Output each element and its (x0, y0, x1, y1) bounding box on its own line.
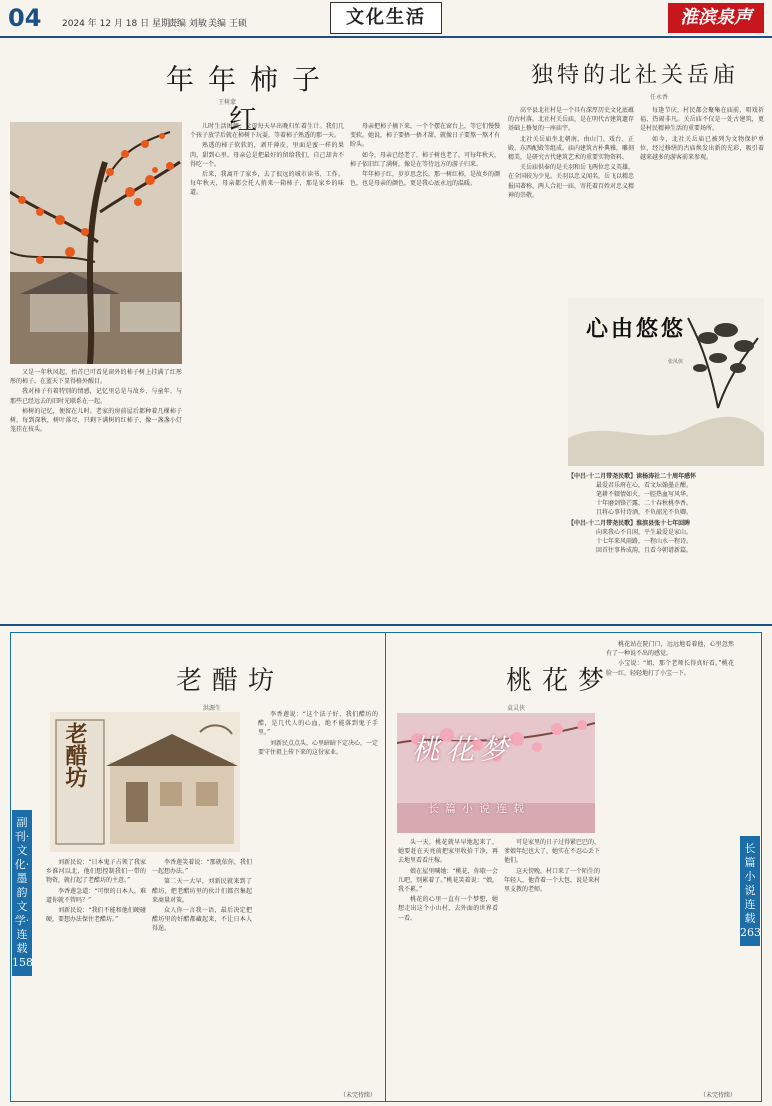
peach-blossom-subtitle: 长篇小说连载 (428, 802, 530, 815)
poem-line: 十年磨剑锋芒露，二十春秋桃李香。 (596, 500, 693, 507)
article3-author: 洪源生 (203, 705, 222, 712)
article1-column-3 (350, 122, 500, 618)
article1-column-1 (10, 368, 182, 618)
article4-paragraph: 桃花的心里一直有一个梦想，她想走出这个小山村，去外面的世界看一看。 (398, 896, 498, 922)
persimmon-photo (10, 122, 182, 364)
poem-line: 向来我心不自闲，平生最爱是家山。 (596, 529, 693, 536)
article4-author: 袁灵侠 (507, 705, 526, 712)
article4-paragraph: 娘在屋里喊她：“桃花，你歇一会儿吧，别累着了。”桃花笑着说：“娘，我不累。” (398, 867, 498, 894)
article4-end-mark: （未完待续） (700, 1092, 737, 1099)
article2-title: 独特的北社关岳庙 (530, 63, 739, 88)
vinegar-shop-calligraphy: 老醋坊 (62, 722, 88, 788)
article2-paragraph: 每逢节庆，村民都会聚集在庙前，唱戏祈福，热闹非凡。关岳庙不仅是一处古建筑，更是村民精神生活的重要场所。 (640, 107, 764, 133)
article4-paragraph: 小宝说：“姐，那个老师长得真好看。”桃花脸一红，轻轻地打了小宝一下。 (606, 660, 734, 677)
designer-credit: 美编 王硕 (208, 19, 247, 29)
editor-credit: 责编 刘敏 (168, 19, 207, 29)
issue-date: 2024 年 12 月 18 日 星期三 (62, 19, 179, 29)
poem-line: 笔耕不辍情如火，一腔热血写风华。 (596, 491, 693, 498)
poem-title: 【中吕·十二月带尧民歌】淮滨县张十七年回眸 (568, 520, 691, 527)
article4-column-2 (504, 838, 600, 1094)
article1-paragraph: 后来，我离开了家乡，去了很远的城市读书、工作。每年秋天，母亲都会托人捎来一箱柿子，那是家乡的味道。 (190, 171, 344, 197)
article3-paragraph: 刘新民点点头，心里暗暗下定决心，一定要守住祖上传下来的这份家业。 (258, 739, 378, 756)
poem-line: 十七年来风雨路，一程山水一程诗。 (596, 538, 693, 545)
section-divider (0, 624, 772, 626)
poem-line: 且将心事付诗酒，不负韶光不负卿。 (596, 509, 693, 516)
right-side-tab: 长篇小说连载263 (740, 836, 760, 946)
article2-author: 任永香 (650, 94, 669, 101)
article2-column-2 (640, 106, 764, 292)
poem-block (568, 470, 764, 555)
article3-paragraph: 李香莲急道：“可恨的日本人，难道你就不管吗？” (46, 887, 146, 904)
article1-paragraph: 我对柿子有着特别的情感，记忆里总是与故乡、与童年、与那些已经远去的旧时光联系在一起。 (10, 388, 182, 405)
poem-line: 最爱君乐府在心，看文坛翰墨正酣。 (596, 482, 693, 489)
article2-paragraph: 高平县北社村是一个具有深厚历史文化底蕴的古村落。北社村关岳庙，是在明代古建筑遗存基础上修复的一座庙宇。 (508, 107, 634, 133)
calligraphy-title: 心由悠悠 (586, 316, 687, 342)
article2-paragraph: 关岳庙供奉的是关羽和岳飞两位忠义英雄，在全国较为少见。关羽以忠义闻名，岳飞以精忠报国著称，两人合祀一庙，寄托着百姓对忠义精神的崇敬。 (508, 164, 634, 199)
persimmon-tree-image (10, 122, 182, 364)
article1-paragraph: 又是一年秋风起，抬首已可看见窗外的柿子树上挂满了红彤彤的柿子，在蓝天下显得格外醒目。 (10, 369, 182, 386)
article3-paragraph: 刘新民说：“日本鬼子占领了我家乡淮河以北，他们想控制我们一带的物资，就打起了老醋坊的主意。” (46, 859, 146, 885)
newspaper-masthead: 淮滨泉声 (668, 3, 764, 33)
left-side-tab: 副刊·文化·墨韵文学·连载158 (12, 810, 32, 976)
article3-title: 老醋坊 (175, 666, 284, 696)
article4-paragraph: 头一天，桃花就早早地起来了，她要赶在天亮前把家里收拾干净，再去地里看看庄稼。 (398, 839, 498, 865)
article1-author: 王树蒙 (218, 99, 237, 106)
page-number: 04 (8, 4, 42, 32)
article3-paragraph: 第二天一大早，刘新民就来到了醋坊，把老醋坊里的伙计们都召集起来商量对策。 (152, 878, 252, 904)
article1-column-2 (190, 122, 344, 618)
article1-paragraph: 熟透的柿子软软的，剥开薄皮，里面是蜜一样的果肉，甜到心里。母亲总是把最好的留给我们，自己却舍不得吃一个。 (190, 142, 344, 168)
article2-paragraph: 北社关岳庙坐北朝南，由山门、戏台、正殿、东西配殿等组成。庙内建筑古朴典雅，雕刻精美，是研究古代建筑艺术的重要实物资料。 (508, 135, 634, 162)
article3-paragraph: 众人你一言我一语，最后决定把醋坊里的好醋都藏起来，不让日本人得逞。 (152, 907, 252, 933)
article1-title: 年年柿子红 (165, 63, 334, 136)
article2-paragraph: 如今，北社关岳庙已被列为文物保护单位，经过修缮的古庙焕发出新的光彩，吸引着越来越多的游客前来参观。 (640, 135, 764, 162)
poem-title: 【中吕·十二月带尧民歌】读杨涛社二十周年感怀 (568, 473, 697, 480)
article3-column-1 (46, 858, 146, 1094)
calligraphy-caption: 张凤侠 (668, 359, 684, 365)
article1-paragraph: 母亲把柿子摘下来，一个个摆在窗台上，等它们慢慢变软。她说，柿子要捂一捂才甜，就像日子要熬一熬才有盼头。 (350, 123, 500, 149)
article4-paragraph: 桃花站在院门口，远远地看着他，心里忽然有了一种说不出的感觉。 (606, 641, 734, 658)
article3-paragraph: 刘新民说：“我们不能和他们硬碰硬，要想办法保住老醋坊。” (46, 907, 146, 924)
article1-paragraph: 年年柿子红，岁岁思念长。那一树红柿，是故乡的颜色，也是母亲的颜色，更是我心底永远的温暖。 (350, 171, 500, 188)
article3-column-3 (258, 710, 378, 1086)
poem-line: 回首往事皆成韵，且看今朝谱新篇。 (596, 547, 693, 554)
article4-title: 桃花梦 (505, 666, 614, 696)
article4-column-3 (606, 640, 734, 1088)
article1-paragraph: 柿树的记忆，便留在儿时。老家的房前屋后都种着几棵柿子树，每到深秋，树叶落尽，只剩下满树的红柿子，像一盏盏小灯笼挂在枝头。 (10, 407, 182, 434)
article1-paragraph: 如今，母亲已经老了，柿子树也老了。可每年秋天，柿子依旧红了满树，像是在等待远方的游子归来。 (350, 151, 500, 168)
section-title: 文化生活 (330, 2, 442, 34)
article3-paragraph: 李香莲笑着说：“那就依你，我们一起想办法。” (152, 859, 252, 876)
page-header (0, 0, 772, 38)
article1-paragraph: 儿时生活困顿，父母每天早出晚归忙着生计。我们几个孩子放学后就在柿树下玩耍，等着柿子熟透的那一天。 (190, 123, 344, 140)
article3-end-mark: （未完待续） (340, 1092, 377, 1099)
article4-paragraph: 可是家里的日子过得紧巴巴的，爹娘年纪也大了，她实在不忍心丢下他们。 (504, 839, 600, 865)
peach-blossom-title: 桃花梦 (412, 733, 515, 766)
frame-divider (385, 632, 386, 1102)
article3-paragraph: 李香莲说：“这个法子好，我们醋坊的醋，是几代人的心血，绝不能落到鬼子手里。” (258, 711, 378, 737)
article4-column-1 (398, 838, 498, 1094)
article4-paragraph: 这天傍晚，村口来了一个陌生的年轻人，他背着一个大包，说是来村里支教的老师。 (504, 867, 600, 894)
article3-column-2 (152, 858, 252, 1094)
